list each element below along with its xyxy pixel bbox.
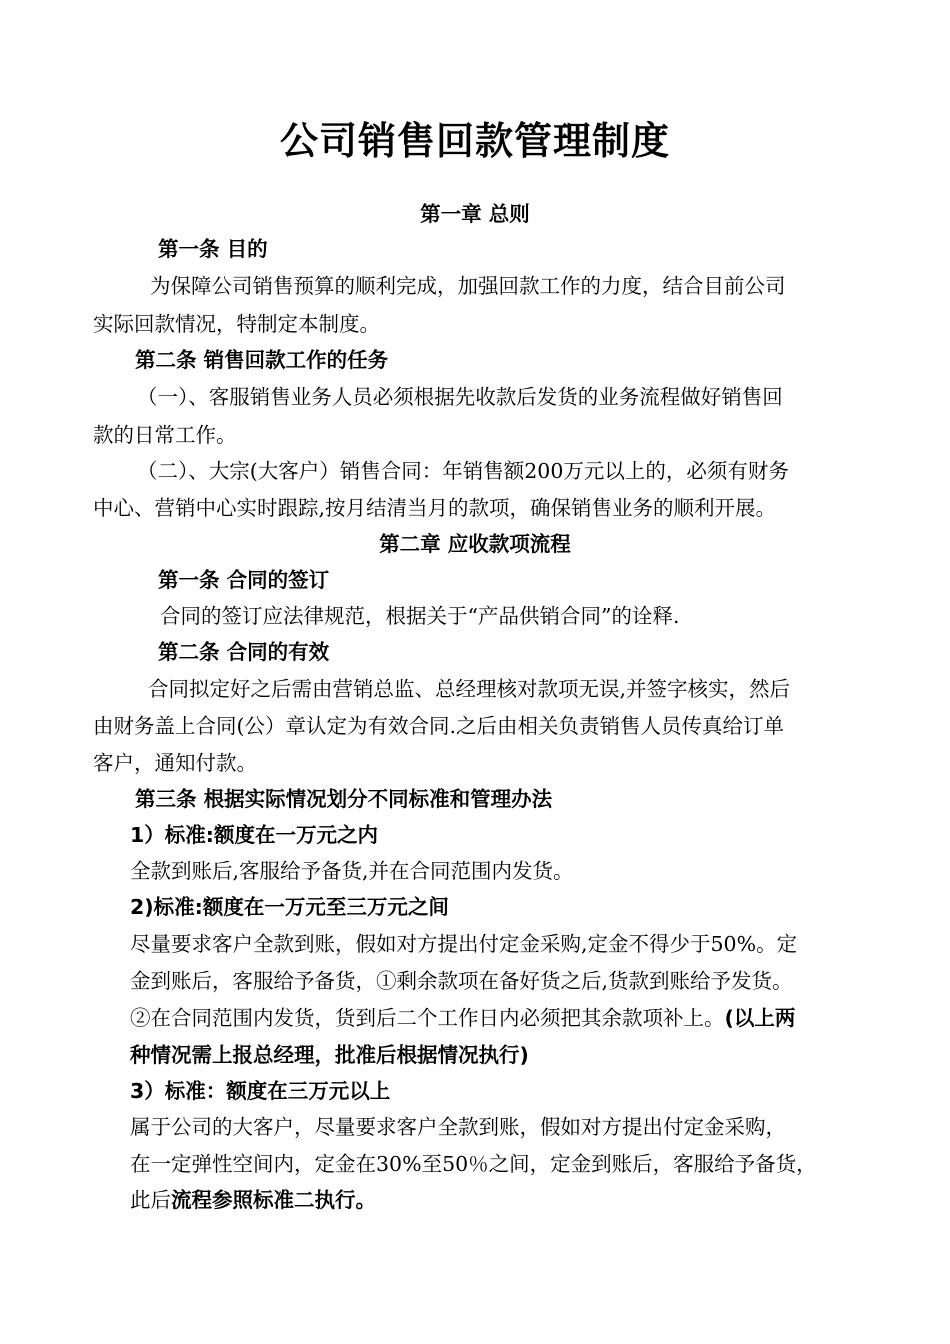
standard3-text-line3-bold: 流程参照标准二执行。 — [171, 1188, 376, 1212]
ch1-article1-text-line2: 实际回款情况，特制定本制度。 — [93, 312, 380, 336]
ch1-article2-item1-line2: 款的日常工作。 — [93, 423, 237, 447]
standard3-text-line3 — [130, 1186, 376, 1214]
standard3-heading: 3）标准：额度在三万元以上 — [130, 1079, 391, 1103]
standard3-text-line3-plain: 此后 — [130, 1188, 171, 1212]
ch2-article3-heading: 第三条 根据实际情况划分不同标准和管理办法 — [135, 787, 553, 811]
standard3-text-line1: 属于公司的大客户，尽量要求客户全款到账，假如对方提出付定金采购， — [130, 1115, 786, 1139]
chapter2-heading: 第二章 应收款项流程 — [379, 532, 571, 556]
standard2-text-line4: 种情况需上报总经理，批准后根据情况执行) — [130, 1043, 529, 1067]
ch2-article1-heading: 第一条 合同的签订 — [158, 568, 330, 592]
ch2-article2-heading: 第二条 合同的有效 — [158, 640, 330, 664]
ch1-article2-item2-line1: （二）、大宗(大客户）销售合同：年销售额200万元以上的，必须有财务 — [137, 459, 789, 483]
ch1-article1-text-line1: 为保障公司销售预算的顺利完成，加强回款工作的力度，结合目前公司 — [150, 274, 786, 298]
standard2-text-line2: 金到账后，客服给予备货，①剩余款项在备好货之后,货款到账给予发货。 — [130, 969, 793, 993]
ch2-article2-text-line2: 由财务盖上合同(公）章认定为有效合同.之后由相关负责销售人员传真给订单 — [93, 714, 785, 738]
ch1-article2-item1-line1: （一）、客服销售业务人员必须根据先收款后发货的业务流程做好销售回 — [137, 385, 783, 409]
standard3-text-line2: 在一定弹性空间内，定金在30%至50％之间，定金到账后，客服给予备货， — [130, 1152, 817, 1176]
standard2-text-line3-bold: (以上两 — [724, 1006, 796, 1030]
ch2-article2-text-line3: 客户，通知付款。 — [93, 751, 257, 775]
ch2-article1-text: 合同的签订应法律规范，根据关于“产品供销合同”的诠释. — [160, 604, 680, 628]
ch1-article1-heading: 第一条 目的 — [158, 237, 268, 261]
standard1-heading: 1）标准:额度在一万元之内 — [130, 823, 378, 847]
ch1-article2-heading: 第二条 销售回款工作的任务 — [135, 348, 389, 372]
ch1-article2-item2-line2: 中心、营销中心实时跟踪,按月结清当月的款项，确保销售业务的顺利开展。 — [93, 496, 777, 520]
ch2-article2-text-line1: 合同拟定好之后需由营销总监、总经理核对款项无误,并签字核实，然后 — [148, 677, 791, 701]
standard2-text-line1: 尽量要求客户全款到账，假如对方提出付定金采购,定金不得少于50%。定 — [130, 932, 798, 956]
standard2-text-line3-plain: ②在合同范围内发货，货到后二个工作日内必须把其余款项补上。 — [130, 1006, 725, 1030]
standard1-text: 全款到账后,客服给予备货,并在合同范围内发货。 — [130, 859, 574, 883]
standard2-heading: 2)标准:额度在一万元至三万元之间 — [130, 895, 449, 919]
document-title: 公司销售回款管理制度 — [279, 119, 670, 163]
chapter1-heading: 第一章 总则 — [420, 202, 530, 226]
standard2-text-line3 — [130, 1004, 795, 1032]
